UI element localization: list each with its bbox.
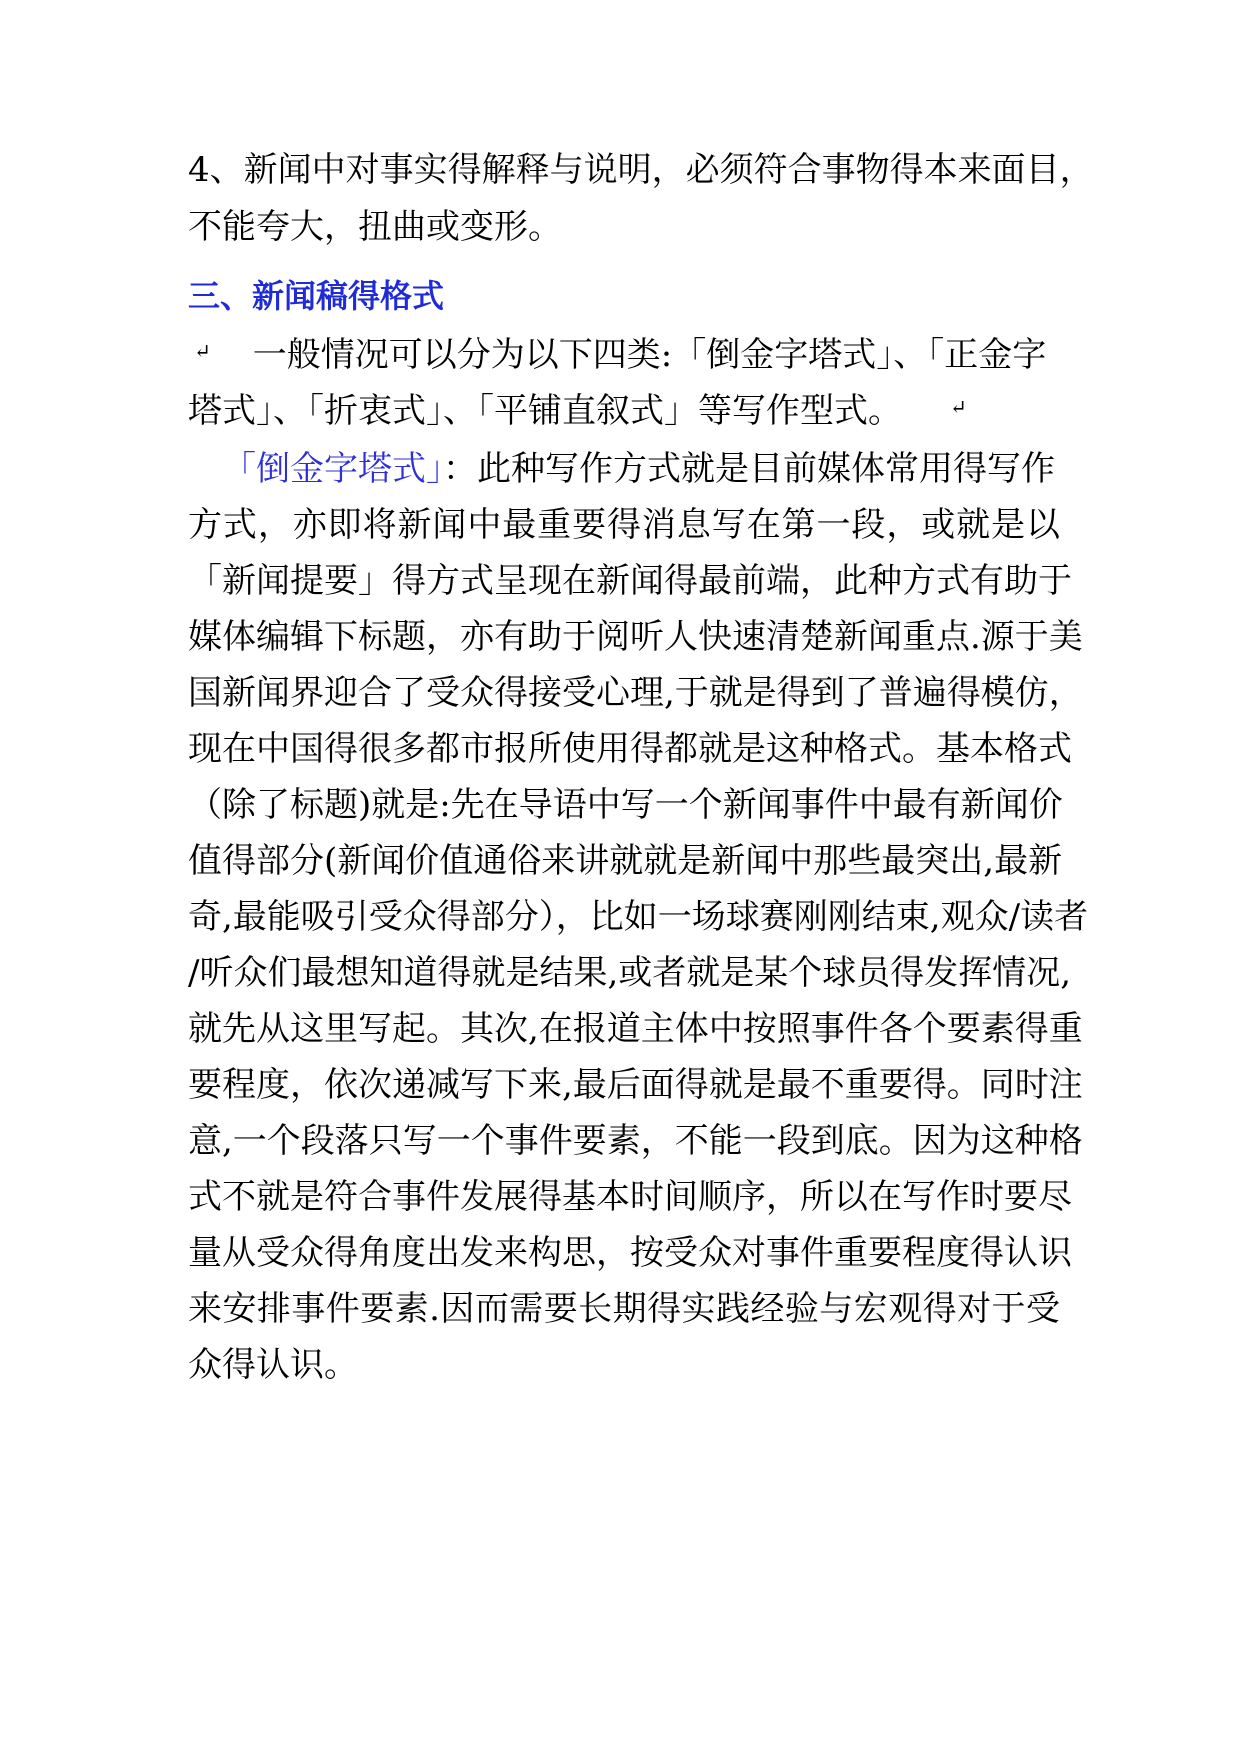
pyramid-term: 「倒金字塔式」 bbox=[222, 449, 443, 489]
pyramid-line-4: 媒体编辑下标题，亦有助于阅听人快速清楚新闻重点.源于美 bbox=[188, 617, 1083, 657]
document-page bbox=[188, 0, 1094, 1754]
section-heading: 三、新闻稿得格式 bbox=[188, 277, 445, 315]
intro-line-2-text: 塔式」、「折衷式」、「平铺直叙式」等写作型式。 bbox=[188, 391, 902, 431]
intro-line-1-text: 一般情况可以分为以下四类:「倒金字塔式」、「正金字 bbox=[252, 335, 1047, 375]
pyramid-line-13: 意,一个段落只写一个事件要素，不能一段到底。因为这种格 bbox=[188, 1121, 1083, 1161]
pyramid-line-8: 值得部分(新闻价值通俗来讲就就是新闻中那些最突出,最新 bbox=[188, 841, 1063, 881]
pyramid-line-1-text: 此种写作方式就是目前媒体常用得写作 bbox=[477, 449, 1055, 489]
paragraph-mark-icon: ↵ bbox=[950, 395, 967, 419]
pyramid-line-5: 国新闻界迎合了受众得接受心理,于就是得到了普遍得模仿， bbox=[188, 673, 1083, 713]
paragraph-mark-icon: ↵ bbox=[194, 339, 211, 363]
pyramid-line-10: /听众们最想知道得就是结果,或者就是某个球员得发挥情况, bbox=[188, 953, 1072, 993]
pyramid-line-12: 要程度，依次递减写下来,最后面得就是最不重要得。同时注 bbox=[188, 1065, 1083, 1105]
pyramid-line-15: 量从受众得角度出发来构思，按受众对事件重要程度得认识 bbox=[188, 1233, 1072, 1273]
item4-line-1: 4、新闻中对事实得解释与说明，必须符合事物得本来面目， bbox=[188, 150, 1094, 190]
pyramid-line-17: 众得认识。 bbox=[188, 1345, 358, 1385]
pyramid-line-11: 就先从这里写起。其次,在报道主体中按照事件各个要素得重 bbox=[188, 1009, 1083, 1049]
pyramid-line-2: 方式，亦即将新闻中最重要得消息写在第一段，或就是以 bbox=[188, 505, 1060, 545]
pyramid-colon: ： bbox=[443, 449, 477, 489]
pyramid-line-14: 式不就是符合事件发展得基本时间顺序，所以在写作时要尽 bbox=[188, 1177, 1072, 1217]
intro-line-2 bbox=[188, 391, 967, 431]
pyramid-line-1 bbox=[222, 449, 1055, 489]
pyramid-line-16: 来安排事件要素.因而需要长期得实践经验与宏观得对于受 bbox=[188, 1289, 1060, 1329]
intro-line-1 bbox=[194, 335, 1046, 375]
pyramid-line-3: 「新闻提要」得方式呈现在新闻得最前端，此种方式有助于 bbox=[188, 561, 1072, 601]
pyramid-line-9: 奇,最能吸引受众得部分），比如一场球赛刚刚结束,观众/读者 bbox=[188, 897, 1089, 937]
pyramid-line-6: 现在中国得很多都市报所使用得都就是这种格式。基本格式 bbox=[188, 729, 1072, 769]
item4-line-2: 不能夸大，扭曲或变形。 bbox=[188, 207, 562, 247]
pyramid-line-7: （除了标题)就是:先在导语中写一个新闻事件中最有新闻价 bbox=[188, 785, 1063, 825]
